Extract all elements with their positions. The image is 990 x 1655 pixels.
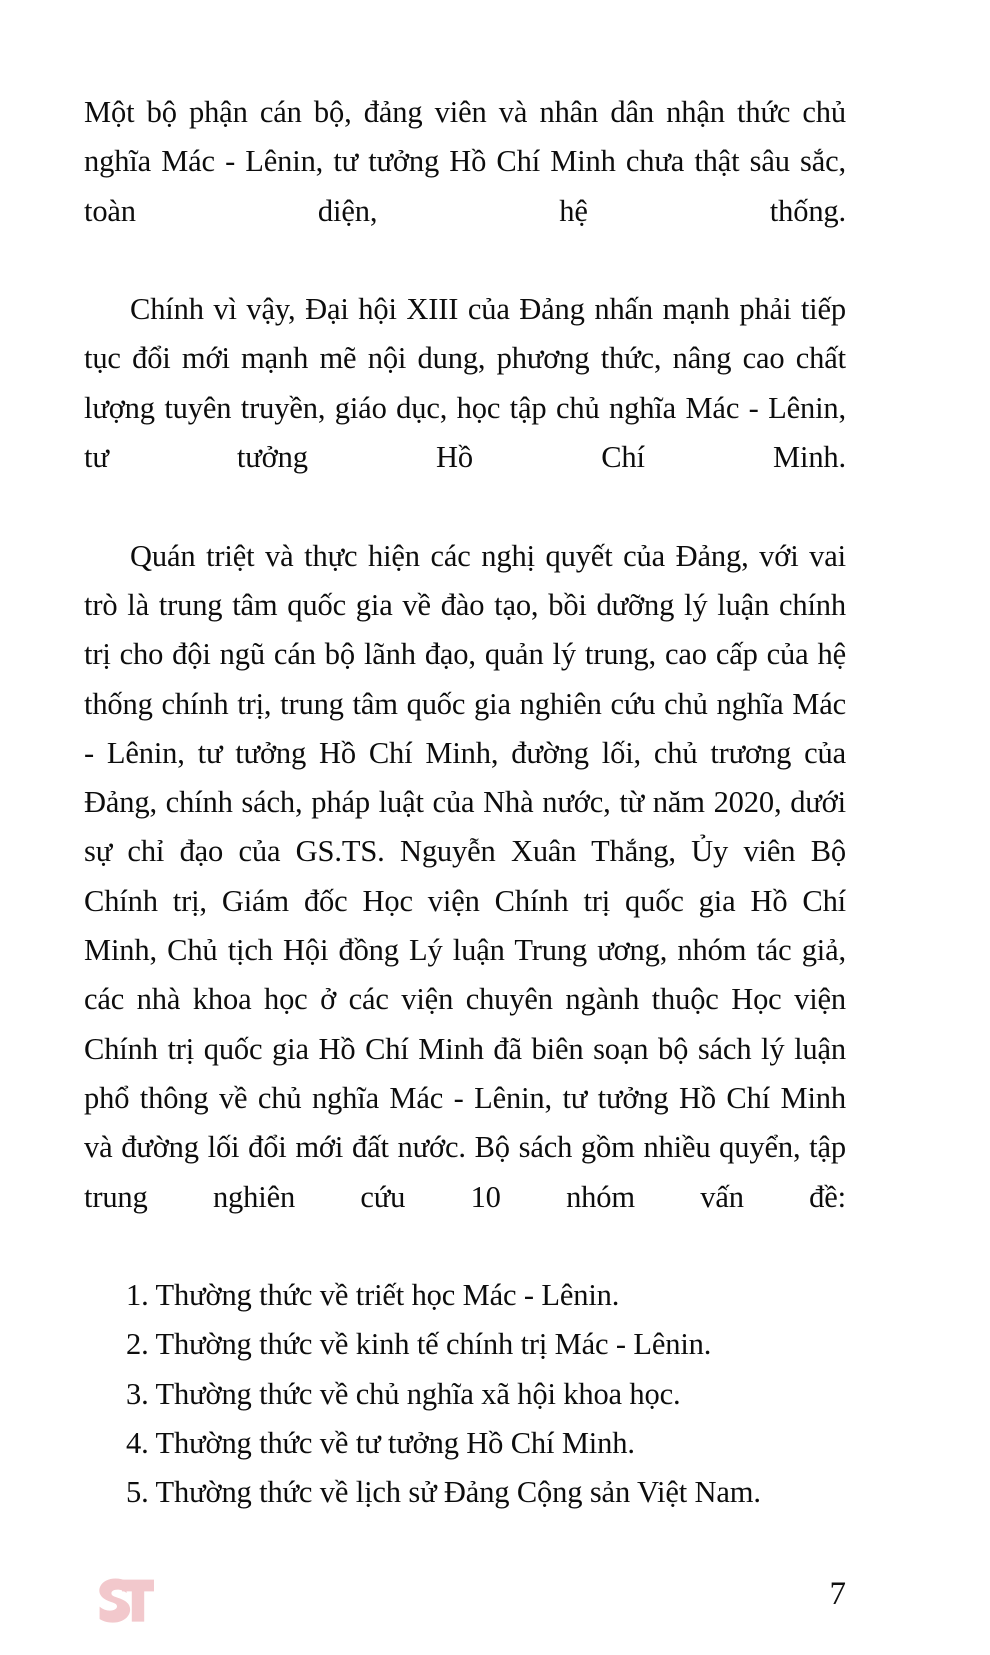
list-item: 2. Thường thức về kinh tế chính trị Mác - Lênin. [126, 1327, 712, 1362]
list-item: 4. Thường thức về tư tưởng Hồ Chí Minh. [126, 1426, 635, 1461]
numbered-topic-list [84, 1271, 846, 1517]
page-number: 7 [829, 1576, 846, 1612]
publisher-st-logo-icon [86, 1570, 158, 1630]
list-item: 1. Thường thức về triết học Mác - Lênin. [126, 1278, 620, 1313]
paragraph-3: Quán triệt và thực hiện các nghị quyết của Đảng, với vai trò là trung tâm quốc gia về đào tạo, bồi dưỡng lý luận chính trị cho đội ngũ cán bộ lãnh đạo, quản lý trung, cao cấp của hệ thống chính trị, trung tâm quốc gia nghiên cứu chủ nghĩa Mác - Lênin, tư tưởng Hồ Chí Minh, đường lối, chủ trương của Đảng, chính sách, pháp luật của Nhà nước, từ năm 2020, dưới sự chỉ đạo của GS.TS. Nguyễn Xuân Thắng, Ủy viên Bộ Chính trị, Giám đốc Học viện Chính trị quốc gia Hồ Chí Minh, Chủ tịch Hội đồng Lý luận Trung ương, nhóm tác giả, các nhà khoa học ở các viện chuyên ngành thuộc Học viện Chính trị quốc gia Hồ Chí Minh đã biên soạn bộ sách lý luận phổ thông về chủ nghĩa Mác - Lênin, tư tưởng Hồ Chí Minh và đường lối đổi mới đất nước. Bộ sách gồm nhiều quyển, tập trung nghiên cứu 10 nhóm vấn đề: [84, 538, 846, 1214]
list-item: 5. Thường thức về lịch sử Đảng Cộng sản Việt Nam. [126, 1475, 761, 1510]
page-footer [84, 1556, 846, 1636]
paragraph-1: Một bộ phận cán bộ, đảng viên và nhân dân nhận thức chủ nghĩa Mác - Lênin, tư tưởng Hồ Chí Minh chưa thật sâu sắc, toàn diện, hệ thống. [84, 95, 846, 228]
paragraph-2: Chính vì vậy, Đại hội XIII của Đảng nhấn mạnh phải tiếp tục đổi mới mạnh mẽ nội dung, phương thức, nâng cao chất lượng tuyên truyền, giáo dục, học tập chủ nghĩa Mác - Lênin, tư tưởng Hồ Chí Minh. [84, 292, 846, 475]
list-item: 3. Thường thức về chủ nghĩa xã hội khoa học. [126, 1376, 681, 1411]
page-text-block [84, 88, 846, 1518]
